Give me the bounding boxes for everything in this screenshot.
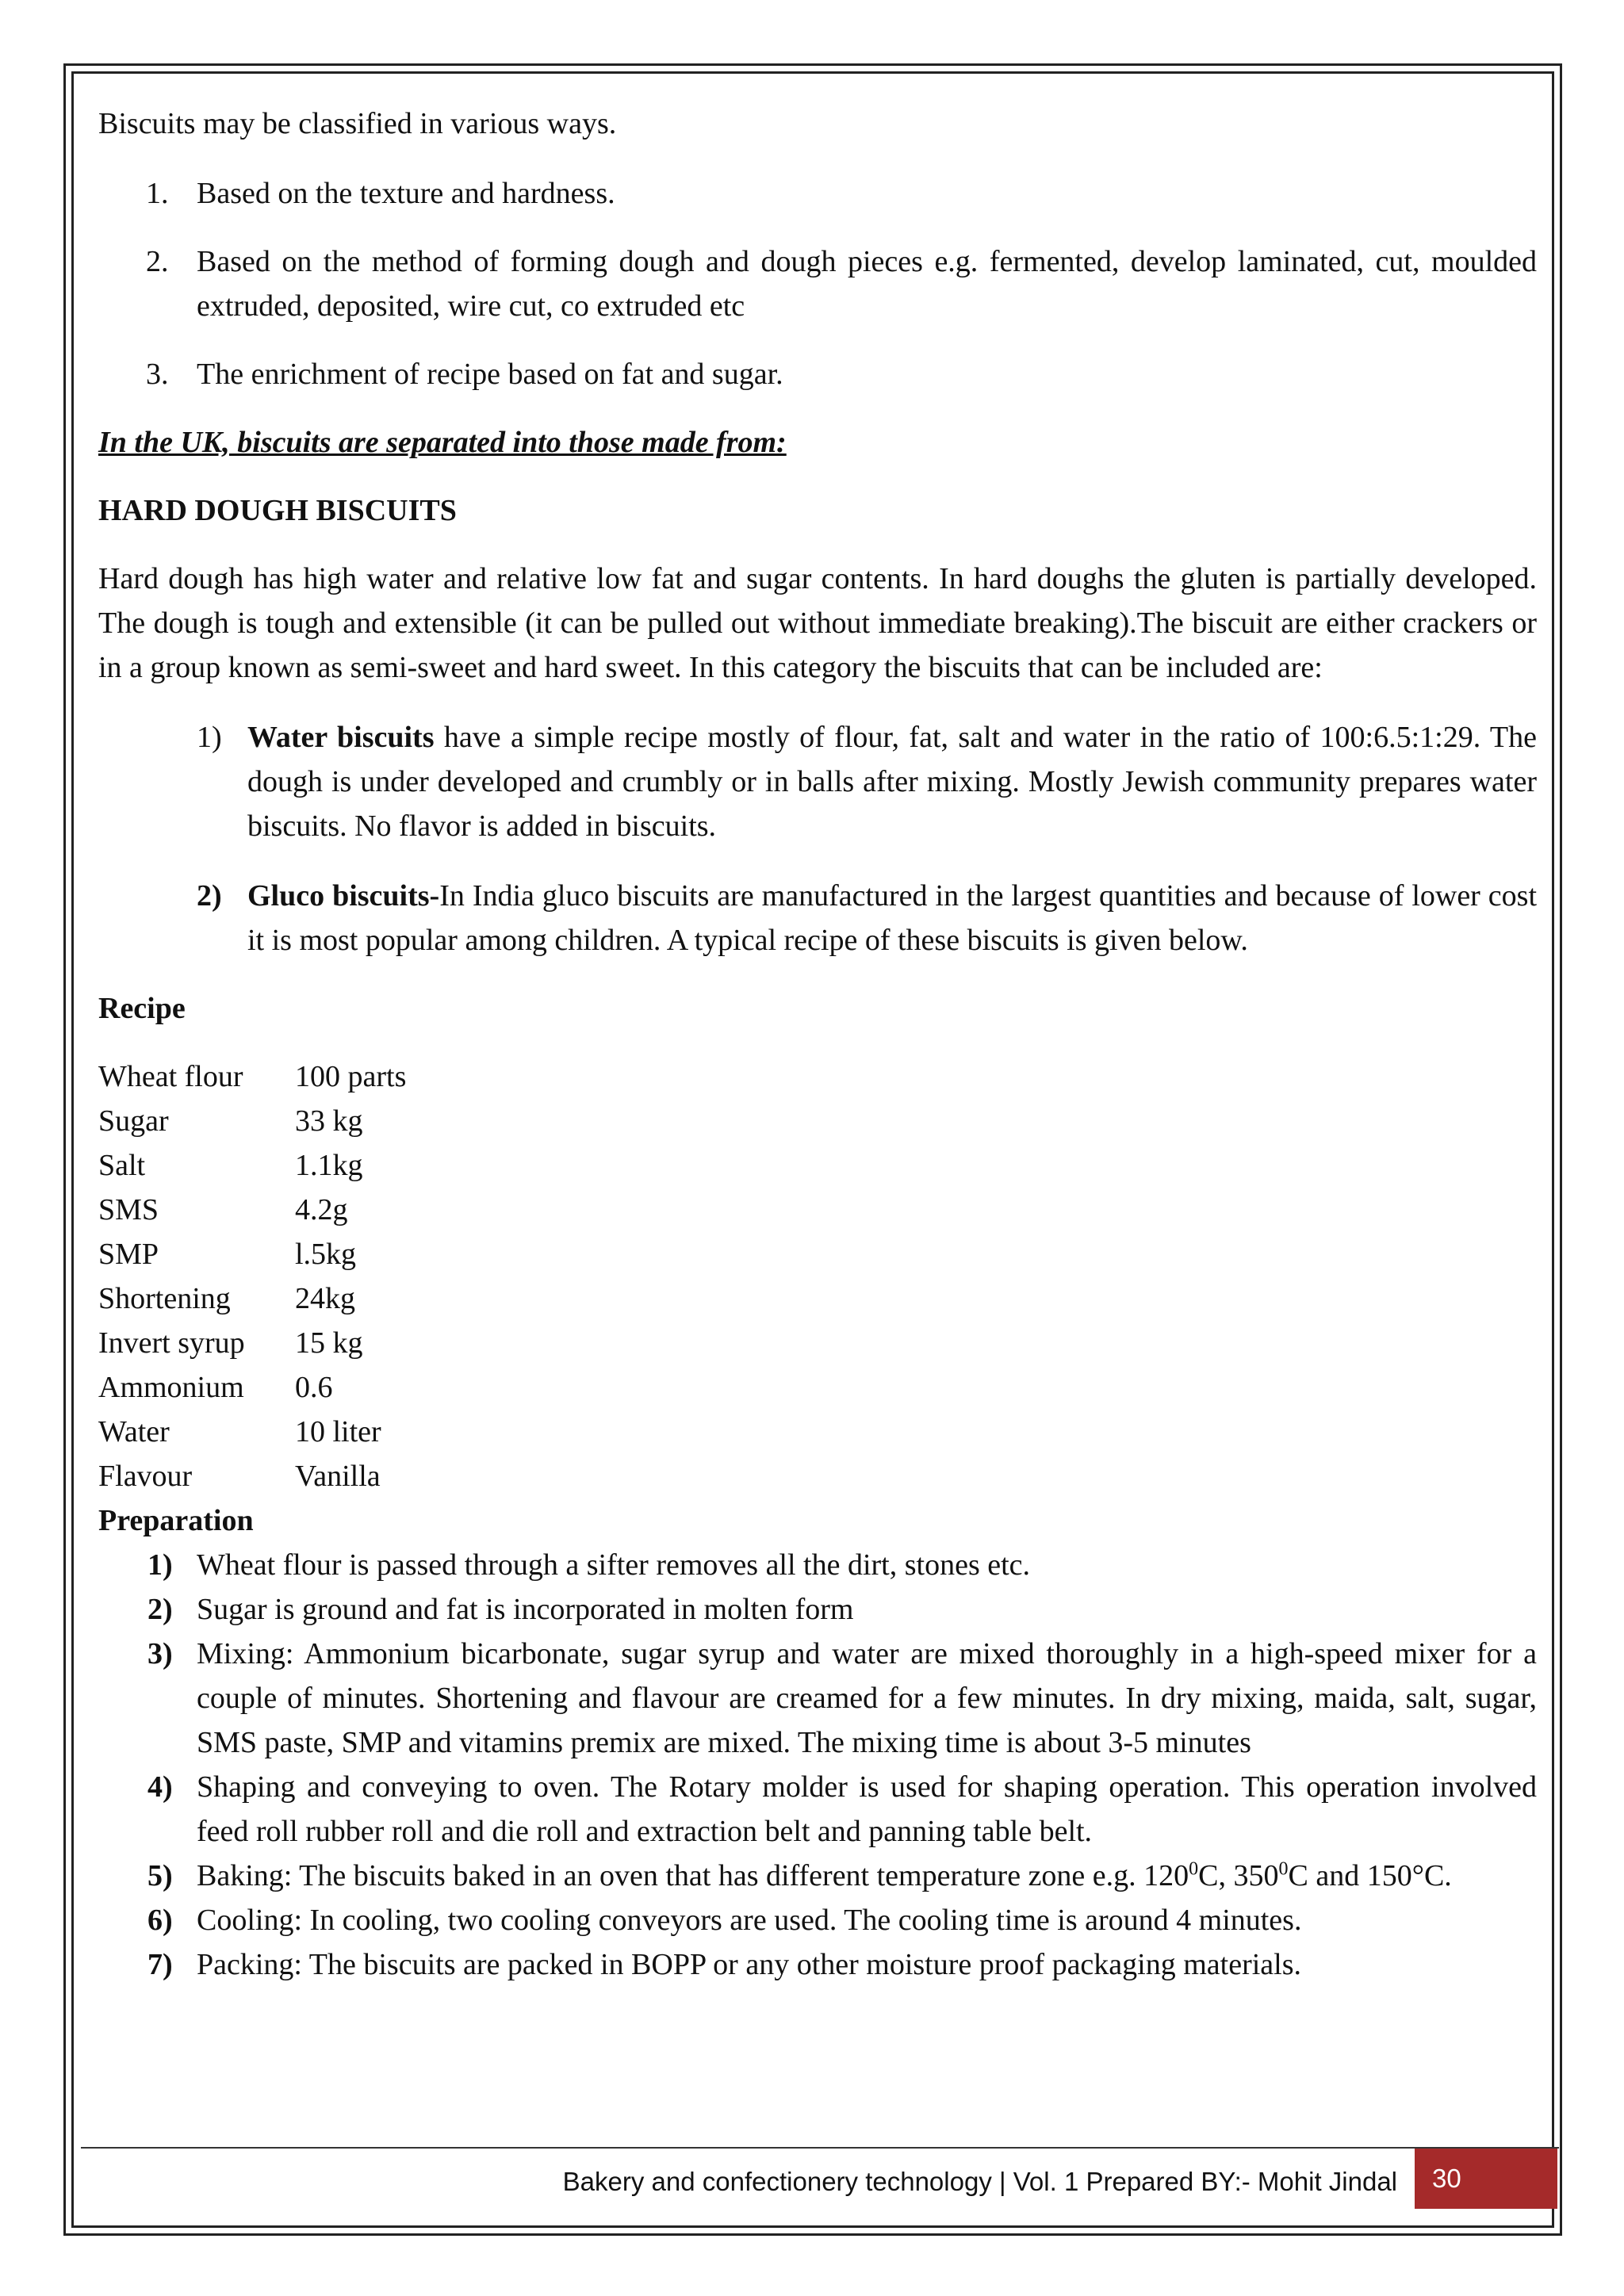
table-row [98, 1454, 406, 1498]
amount-cell: l.5kg [295, 1238, 357, 1271]
ingredient-cell: SMP [98, 1238, 159, 1271]
ingredient-cell: SMS [98, 1193, 159, 1226]
step-text: C and 150°C. [1288, 1859, 1452, 1892]
step-text: Packing: The biscuits are packed in BOPP or any other moisture proof packaging materials. [197, 1948, 1301, 1981]
footer-text: Bakery and confectionery technology | Vol. 1 Prepared BY:- Mohit Jindal [562, 2167, 1397, 2196]
superscript: 0 [1189, 1858, 1199, 1880]
step-text: C, 350 [1198, 1859, 1279, 1892]
biscuit-type-item [98, 874, 1537, 962]
list-number: 5) [147, 1859, 173, 1892]
biscuit-type-item [98, 715, 1537, 848]
table-row [98, 1232, 406, 1276]
table-row [98, 1365, 406, 1410]
biscuit-types-list [98, 715, 1537, 962]
amount-cell: 100 parts [295, 1060, 407, 1093]
intro-sentence: Biscuits may be classified in various ways. [98, 107, 617, 140]
list-number: 1) [197, 721, 222, 754]
list-number: 2) [147, 1593, 173, 1626]
step-text: Sugar is ground and fat is incorporated in molten form [197, 1593, 854, 1626]
biscuit-type-text: have a simple recipe mostly of flour, fat, salt and water in the ratio of 100:6.5:1:29. The dough is under developed and crumbly or in balls after mixing. Mostly Jewish community prepares water biscuits. No flavor is added in biscuits. [247, 721, 1537, 843]
list-number: 4) [147, 1770, 173, 1804]
table-row [98, 1054, 406, 1099]
amount-cell: 24kg [295, 1282, 355, 1315]
preparation-step [98, 1632, 1537, 1765]
table-row [98, 1188, 406, 1232]
preparation-step [98, 1942, 1537, 1987]
list-text: Based on the texture and hardness. [197, 177, 615, 210]
uk-section-heading: In the UK, biscuits are separated into those made from: [98, 426, 787, 459]
ingredient-cell: Salt [98, 1149, 146, 1182]
preparation-heading: Preparation [98, 1504, 254, 1537]
preparation-step [98, 1765, 1537, 1854]
preparation-step-baking [98, 1854, 1537, 1898]
amount-cell: 0.6 [295, 1371, 333, 1404]
ingredient-cell: Wheat flour [98, 1060, 243, 1093]
table-row [98, 1321, 406, 1365]
ingredient-cell: Flavour [98, 1460, 193, 1493]
biscuit-type-term: Water biscuits [247, 721, 435, 754]
amount-cell: 1.1kg [295, 1149, 363, 1182]
amount-cell: Vanilla [295, 1460, 381, 1493]
preparation-list [98, 1543, 1537, 1987]
list-number: 3) [147, 1637, 173, 1670]
hard-dough-paragraph: Hard dough has high water and relative low fat and sugar contents. In hard doughs the gluten is partially developed. The dough is tough and extensible (it can be pulled out without immediate breaking).The biscuit are either crackers or in a group known as semi-sweet and hard sweet. In this category the biscuits that can be included are: [98, 562, 1537, 684]
preparation-step [98, 1587, 1537, 1632]
step-text: Shaping and conveying to oven. The Rotary molder is used for shaping operation. This operation involved feed roll rubber roll and die roll and extraction belt and panning table belt. [197, 1770, 1537, 1848]
list-number: 2) [197, 879, 222, 913]
amount-cell: 4.2g [295, 1193, 348, 1226]
table-row [98, 1410, 406, 1454]
table-row [98, 1276, 406, 1321]
ingredient-cell: Water [98, 1415, 170, 1448]
list-number: 6) [147, 1904, 173, 1937]
step-text: Wheat flour is passed through a sifter removes all the dirt, stones etc. [197, 1548, 1031, 1582]
list-number: 1) [147, 1548, 173, 1582]
list-number: 3. [146, 358, 169, 391]
amount-cell: 33 kg [295, 1104, 363, 1138]
biscuit-type-term: Gluco biscuits- [247, 879, 440, 913]
classification-item [98, 352, 1537, 396]
step-text: Mixing: Ammonium bicarbonate, sugar syrup and water are mixed thoroughly in a high-speed mixer for a couple of minutes. Shortening and flavour are creamed for a few minutes. In dry mixing, maida, salt, sugar, SMS paste, SMP and vitamins premix are mixed. The mixing time is about 3-5 minutes [197, 1637, 1537, 1759]
ingredient-cell: Sugar [98, 1104, 169, 1138]
page-content [98, 101, 1537, 1987]
preparation-step [98, 1898, 1537, 1942]
preparation-step [98, 1543, 1537, 1587]
table-row [98, 1143, 406, 1188]
recipe-heading: Recipe [98, 992, 186, 1025]
ingredient-cell: Invert syrup [98, 1326, 245, 1360]
page-number-badge: 30 [1415, 2149, 1557, 2209]
list-number: 7) [147, 1948, 173, 1981]
ingredient-cell: Ammonium [98, 1371, 244, 1404]
step-text: Baking: The biscuits baked in an oven that has different temperature zone e.g. 120 [197, 1859, 1189, 1892]
classification-item [98, 171, 1537, 216]
list-number: 2. [146, 245, 169, 278]
superscript: 0 [1278, 1858, 1289, 1880]
hard-dough-heading: HARD DOUGH BISCUITS [98, 494, 457, 527]
table-row [98, 1099, 406, 1143]
recipe-table [98, 1054, 406, 1498]
amount-cell: 15 kg [295, 1326, 363, 1360]
amount-cell: 10 liter [295, 1415, 381, 1448]
ingredient-cell: Shortening [98, 1282, 231, 1315]
list-text: The enrichment of recipe based on fat and sugar. [197, 358, 783, 391]
list-text: Based on the method of forming dough and dough pieces e.g. fermented, develop laminated, cut, moulded extruded, deposited, wire cut, co extruded etc [197, 245, 1537, 323]
list-number: 1. [146, 177, 169, 210]
classification-item [98, 239, 1537, 328]
step-text: Cooling: In cooling, two cooling conveyors are used. The cooling time is around 4 minutes. [197, 1904, 1302, 1937]
biscuit-type-text: In India gluco biscuits are manufactured in the largest quantities and because of lower cost it is most popular among children. A typical recipe of these biscuits is given below. [247, 879, 1538, 957]
footer-divider [81, 2147, 1559, 2149]
classification-list [98, 171, 1537, 396]
